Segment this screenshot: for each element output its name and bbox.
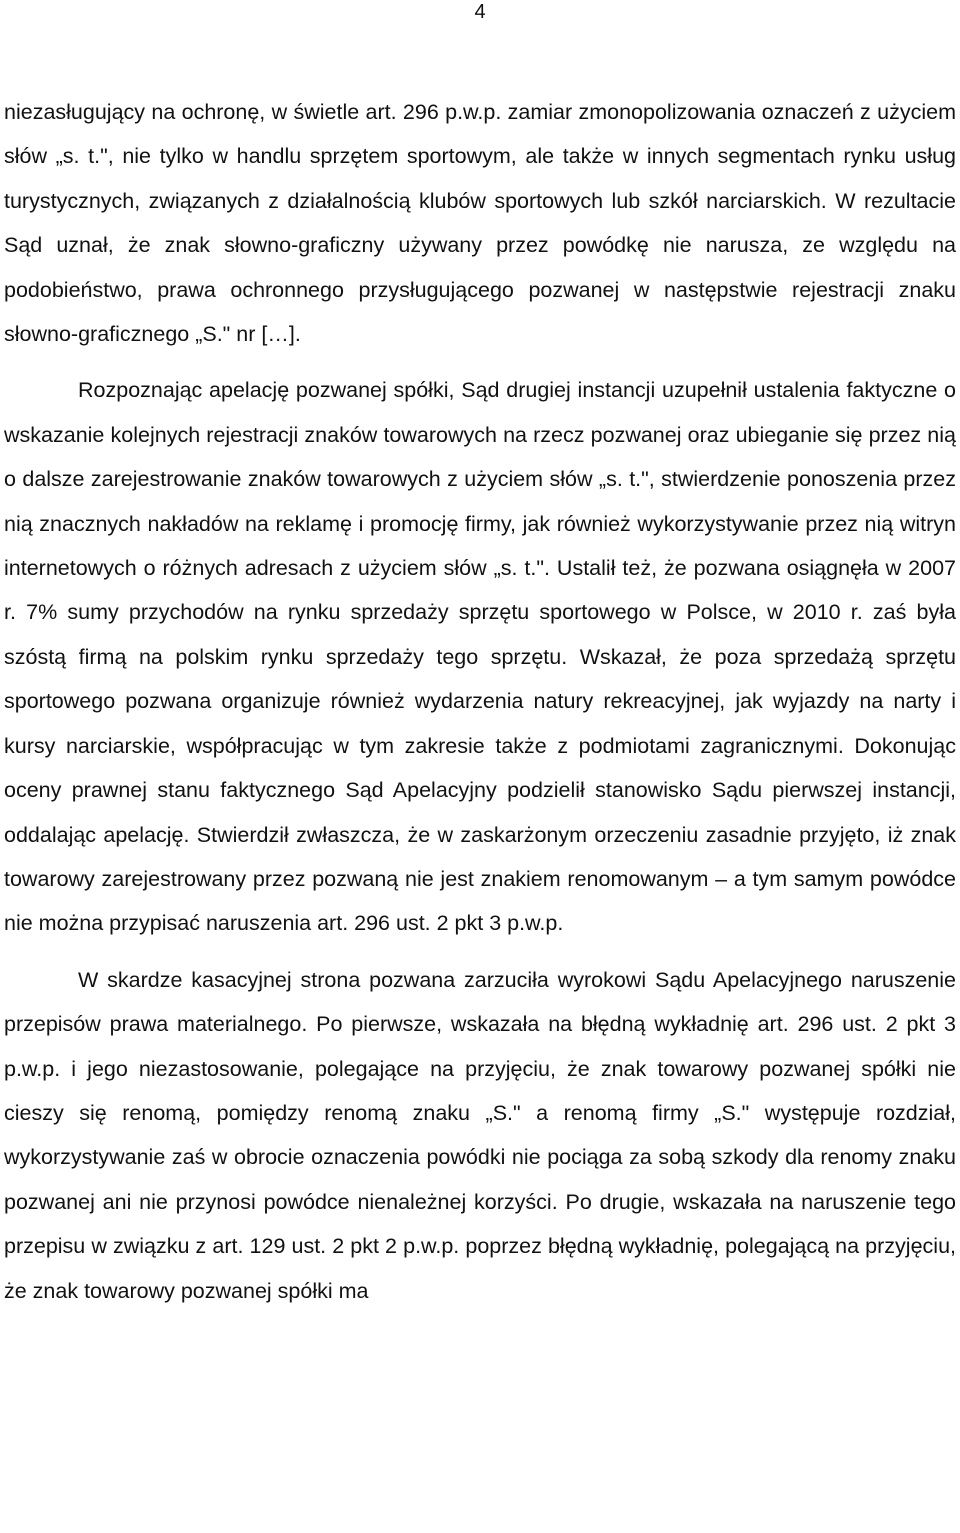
paragraph-cassation: W skardze kasacyjnej strona pozwana zarzuciła wyrokowi Sądu Apelacyjnego naruszenie przepisów prawa materialnego. Po pierwsze, wskazała na błędną wykładnię art. 296 ust. 2 pkt 3 p.w.p. i jego niezastosowanie, polegające na przyjęciu, że znak towarowy pozwanej spółki nie cieszy się renomą, pomiędzy renomą znaku „S." a renomą firmy „S." występuje rozdział, wykorzystywanie zaś w obrocie oznaczenia powódki nie pociąga za sobą szkody dla renomy znaku pozwanej ani nie przynosi powódce nienależnej korzyści. Po drugie, wskazała na naruszenie tego przepisu w związku z art. 129 ust. 2 pkt 2 p.w.p. poprzez błędną wykładnię, polegającą na przyjęciu, że znak towarowy pozwanej spółki ma — [4, 967, 956, 1303]
document-body — [4, 90, 956, 1313]
paragraph-appeal: Rozpoznając apelację pozwanej spółki, Sąd drugiej instancji uzupełnił ustalenia faktyczne o wskazanie kolejnych rejestracji znaków towarowych na rzecz pozwanej oraz ubieganie się przez nią o dalsze zarejestrowanie znaków towarowych z użyciem słów „s. t.", stwierdzenie ponoszenia przez nią znacznych nakładów na reklamę i promocję firmy, jak również wykorzystywanie przez nią witryn internetowych o różnych adresach z użyciem słów „s. t.". Ustalił też, że pozwana osiągnęła w 2007 r. 7% sumy przychodów na rynku sprzedaży sprzętu sportowego w Polsce, w 2010 r. zaś była szóstą firmą na polskim rynku sprzedaży tego sprzętu. Wskazał, że poza sprzedażą sprzętu sportowego pozwana organizuje również wydarzenia natury rekreacyjnej, jak wyjazdy na narty i kursy narciarskie, współpracując w tym zakresie także z podmiotami zagranicznymi. Dokonując oceny prawnej stanu faktycznego Sąd Apelacyjny podzielił stanowisko Sądu pierwszej instancji, oddalając apelację. Stwierdził zwłaszcza, że w zaskarżonym orzeczeniu zasadnie przyjęto, iż znak towarowy zarejestrowany przez pozwaną nie jest znakiem renomowanym – a tym samym powódce nie można przypisać naruszenia art. 296 ust. 2 pkt 3 p.w.p. — [4, 378, 956, 936]
paragraph-continuation: niezasługujący na ochronę, w świetle art. 296 p.w.p. zamiar zmonopolizowania oznaczeń z użyciem słów „s. t.", nie tylko w handlu sprzętem sportowym, ale także w innych segmentach rynku usług turystycznych, związanych z działalnością klubów sportowych lub szkół narciarskich. W rezultacie Sąd uznał, że znak słowno-graficzny używany przez powódkę nie narusza, ze względu na podobieństwo, prawa ochronnego przysługującego pozwanej w następstwie rejestracji znaku słowno-graficznego „S." nr […]. — [4, 100, 956, 347]
page-number: 4 — [474, 1, 486, 23]
